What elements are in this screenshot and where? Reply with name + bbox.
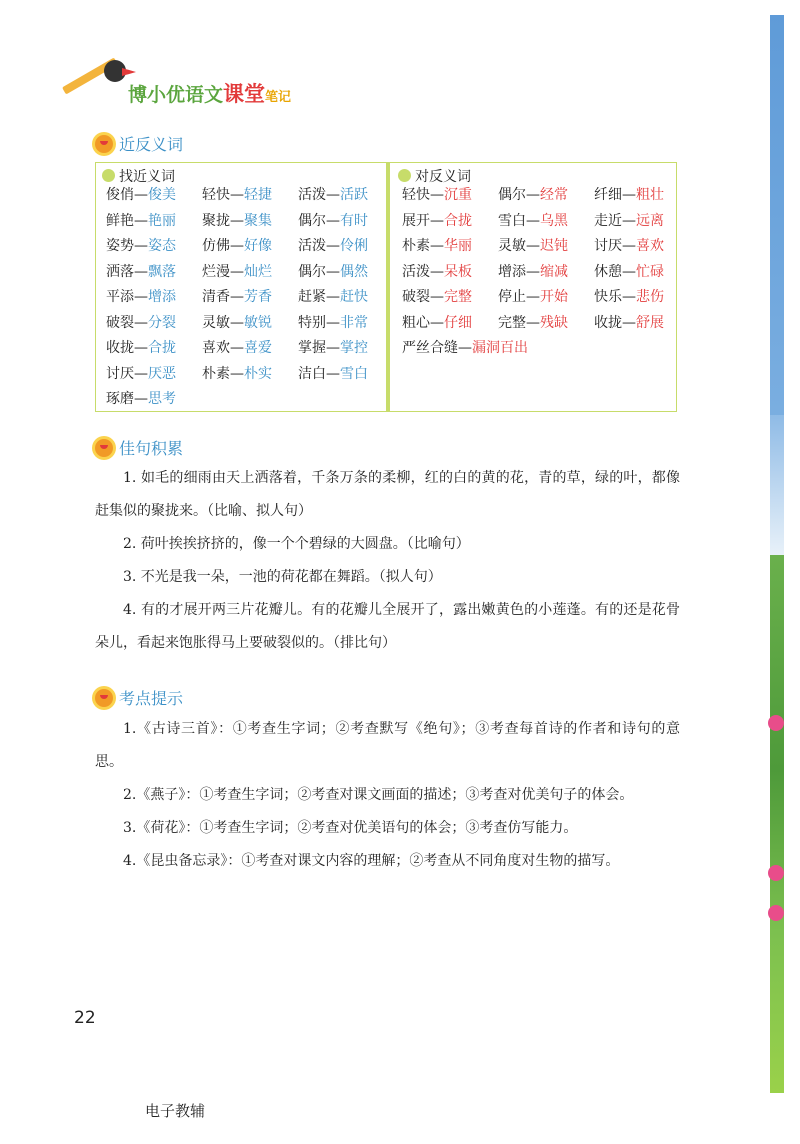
dash-separator: — [230, 238, 244, 254]
pair-word: 喜欢 [636, 238, 664, 254]
word-pair [402, 183, 498, 209]
dash-separator: — [134, 187, 148, 203]
word-pair-row [402, 285, 690, 311]
word-pair [298, 362, 394, 388]
exam-tip-item: 4.《昆虫备忘录》：①考查对课文内容的理解；②考查从不同角度对生物的描写。 [123, 853, 620, 869]
section-title: 佳句积累 [119, 439, 184, 458]
logo-brand: 博小优语文 [128, 84, 224, 106]
word: 平添 [106, 289, 134, 305]
dash-separator: — [526, 212, 540, 229]
word-pair [594, 285, 690, 311]
dash-separator: — [134, 391, 148, 407]
word: 走近 [594, 212, 622, 229]
antonym-grid [402, 183, 690, 362]
strip-fade [770, 415, 784, 555]
word: 偶尔 [298, 263, 326, 280]
word-pair [498, 234, 594, 260]
side-decoration-strip [770, 15, 784, 1093]
dash-separator: — [526, 238, 540, 254]
word: 灵敏 [202, 314, 230, 331]
word-pair [202, 362, 298, 388]
word-pair [402, 209, 498, 235]
dash-separator: — [326, 314, 340, 331]
word-pair [106, 362, 202, 388]
pair-word: 呆板 [444, 263, 472, 280]
word-pair [298, 234, 394, 260]
pair-word: 完整 [444, 289, 472, 305]
section-title: 考点提示 [119, 689, 184, 708]
pair-word: 增添 [148, 289, 176, 305]
word-pair [106, 311, 202, 337]
word-pair [106, 260, 202, 286]
page-number: 22 [74, 1008, 96, 1028]
exam-tip-item: 1.《古诗三首》：①考查生字词；②考查默写《绝句》；③考查每首诗的作者和诗句的意思。 [95, 721, 680, 770]
pair-word: 开始 [540, 289, 568, 305]
word: 停止 [498, 289, 526, 305]
logo-text [128, 78, 291, 108]
pair-word: 俊美 [148, 187, 176, 203]
pair-word: 有时 [340, 212, 368, 229]
dash-separator: — [430, 263, 444, 280]
word-pair [202, 209, 298, 235]
word-pair-row [402, 260, 690, 286]
word-pair [402, 234, 498, 260]
word-pair-row [106, 285, 394, 311]
word-pair [106, 183, 202, 209]
word: 朴素 [202, 365, 230, 382]
dash-separator: — [326, 263, 340, 280]
pair-word: 非常 [340, 314, 368, 331]
sun-icon [95, 135, 113, 153]
word: 活泼 [298, 187, 326, 203]
pair-word: 迟钝 [540, 238, 568, 254]
dash-separator: — [230, 187, 244, 203]
dash-separator: — [430, 238, 444, 254]
word-pair [498, 285, 594, 311]
dash-separator: — [622, 289, 636, 305]
pair-word: 乌黑 [540, 212, 568, 229]
word-pair-row [402, 311, 690, 337]
word: 讨厌 [594, 238, 622, 254]
word-pair [498, 209, 594, 235]
pair-word: 沉重 [444, 187, 472, 203]
dash-separator: — [430, 212, 444, 229]
header-logo [60, 60, 310, 110]
pair-word: 漏洞百出 [472, 340, 528, 356]
word-pair [594, 260, 690, 286]
pair-word: 活跃 [340, 187, 368, 203]
word: 休憩 [594, 263, 622, 280]
dash-separator: — [326, 187, 340, 203]
dash-separator: — [326, 289, 340, 305]
bullet-icon [102, 169, 115, 182]
section-heading-sentences [95, 436, 183, 459]
dash-separator: — [230, 365, 244, 382]
word: 赶紧 [298, 289, 326, 305]
word-pair [202, 260, 298, 286]
pair-word: 合拢 [444, 212, 472, 229]
sentence-item: 3. 不光是我一朵，一池的荷花都在舞蹈。（拟人句） [123, 569, 442, 585]
dash-separator: — [230, 263, 244, 280]
dash-separator: — [230, 340, 244, 356]
word-pair [202, 285, 298, 311]
word: 偶尔 [498, 187, 526, 203]
flower-icon [768, 865, 784, 881]
word: 喜欢 [202, 340, 230, 356]
section-heading-exam-tips [95, 686, 183, 709]
word-pair [298, 260, 394, 286]
pair-word: 仔细 [444, 314, 472, 331]
logo-class: 课堂 [223, 82, 266, 106]
pair-word: 艳丽 [148, 212, 176, 229]
dash-separator: — [134, 365, 148, 382]
word: 仿佛 [202, 238, 230, 254]
word: 烂漫 [202, 263, 230, 280]
pair-word: 轻捷 [244, 187, 272, 203]
word: 清香 [202, 289, 230, 305]
word-pair-row [106, 311, 394, 337]
word: 收拢 [106, 340, 134, 356]
word: 增添 [498, 263, 526, 280]
pair-word: 伶俐 [340, 238, 368, 254]
word-pair [594, 311, 690, 337]
word-pair [202, 336, 298, 362]
word-pair [402, 260, 498, 286]
dash-separator: — [134, 238, 148, 254]
sentence-item: 1. 如毛的细雨由天上洒落着，千条万条的柔柳，红的白的黄的花，青的草，绿的叶，都像赶集似的聚拢来。（比喻、拟人句） [95, 470, 680, 519]
word: 琢磨 [106, 391, 134, 407]
dash-separator: — [622, 187, 636, 203]
dash-separator: — [622, 314, 636, 331]
word-pair-row [106, 362, 394, 388]
word-pair [402, 311, 498, 337]
word-pair [594, 234, 690, 260]
word-pair-row [106, 209, 394, 235]
dash-separator: — [134, 212, 148, 229]
word: 洁白 [298, 365, 326, 382]
pair-word: 聚集 [244, 212, 272, 229]
pair-word: 厌恶 [148, 365, 176, 382]
word: 轻快 [202, 187, 230, 203]
word: 破裂 [402, 289, 430, 305]
word-pair [402, 336, 528, 362]
pair-word: 经常 [540, 187, 568, 203]
strip-grass [770, 555, 784, 1093]
word: 雪白 [498, 212, 526, 229]
pair-word: 忙碌 [636, 263, 664, 280]
pair-word: 姿态 [148, 238, 176, 254]
dash-separator: — [326, 340, 340, 356]
word: 活泼 [402, 263, 430, 280]
flower-icon [768, 905, 784, 921]
word-pair-row [106, 234, 394, 260]
sentence-item: 4. 有的才展开两三片花瓣儿。有的花瓣儿全展开了，露出嫩黄色的小莲蓬。有的还是花骨朵儿，看起来饱胀得马上要破裂似的。（排比句） [95, 602, 680, 651]
pair-word: 华丽 [444, 238, 472, 254]
word-pair [106, 387, 202, 413]
dash-separator: — [430, 187, 444, 203]
word: 洒落 [106, 263, 134, 280]
pair-word: 舒展 [636, 314, 664, 331]
word-pair-row [106, 387, 394, 413]
pair-word: 残缺 [540, 314, 568, 331]
word-pair-row [106, 183, 394, 209]
dash-separator: — [134, 289, 148, 305]
dash-separator: — [526, 187, 540, 203]
pair-word: 赶快 [340, 289, 368, 305]
word-pair-row [402, 234, 690, 260]
pair-word: 分裂 [148, 314, 176, 331]
word: 展开 [402, 212, 430, 229]
word-pair [298, 209, 394, 235]
antonym-title: 对反义词 [415, 169, 471, 185]
beak-icon [122, 68, 136, 76]
word-pair [594, 209, 690, 235]
word-pair [298, 183, 394, 209]
dash-separator: — [134, 314, 148, 331]
pair-word: 偶然 [340, 263, 368, 280]
word: 聚拢 [202, 212, 230, 229]
word-pair-row [402, 183, 690, 209]
word: 完整 [498, 314, 526, 331]
word: 偶尔 [298, 212, 326, 229]
dash-separator: — [622, 212, 636, 229]
dash-separator: — [526, 314, 540, 331]
word: 俊俏 [106, 187, 134, 203]
word-pair [106, 336, 202, 362]
word: 活泼 [298, 238, 326, 254]
pair-word: 飘落 [148, 263, 176, 280]
dash-separator: — [230, 289, 244, 305]
pair-word: 掌控 [340, 340, 368, 356]
synonym-grid [106, 183, 394, 413]
word-pair [298, 285, 394, 311]
synonym-title: 找近义词 [119, 169, 175, 185]
word-pair [106, 209, 202, 235]
pair-word: 合拢 [148, 340, 176, 356]
word: 轻快 [402, 187, 430, 203]
word: 讨厌 [106, 365, 134, 382]
pair-word: 灿烂 [244, 263, 272, 280]
sentence-item: 2. 荷叶挨挨挤挤的，像一个个碧绿的大圆盘。（比喻句） [123, 536, 470, 552]
logo-notes: 笔记 [265, 90, 292, 105]
pair-word: 缩减 [540, 263, 568, 280]
exam-tip-item: 2.《燕子》：①考查生字词；②考查对课文画面的描述；③考查对优美句子的体会。 [123, 787, 634, 803]
pair-word: 远离 [636, 212, 664, 229]
pair-word: 粗壮 [636, 187, 664, 203]
dash-separator: — [134, 340, 148, 356]
dash-separator: — [134, 263, 148, 280]
section-title: 近反义词 [119, 135, 184, 154]
word-pair [498, 311, 594, 337]
word: 收拢 [594, 314, 622, 331]
sun-icon [95, 439, 113, 457]
sun-icon [95, 689, 113, 707]
flower-icon [768, 715, 784, 731]
section-heading-vocab [95, 132, 183, 155]
word-pair-table [95, 162, 677, 412]
pair-word: 好像 [244, 238, 272, 254]
word: 严丝合缝 [402, 340, 458, 356]
word-pair [298, 336, 394, 362]
word: 灵敏 [498, 238, 526, 254]
pair-word: 雪白 [340, 365, 368, 382]
word: 鲜艳 [106, 212, 134, 229]
word: 特别 [298, 314, 326, 331]
bullet-icon [398, 169, 411, 182]
dash-separator: — [430, 314, 444, 331]
word-pair [202, 183, 298, 209]
dash-separator: — [430, 289, 444, 305]
pair-word: 芳香 [244, 289, 272, 305]
exam-tip-list [95, 713, 680, 878]
strip-sky [770, 15, 784, 415]
word: 粗心 [402, 314, 430, 331]
dash-separator: — [326, 365, 340, 382]
word-pair-row [106, 260, 394, 286]
word-pair-row [106, 336, 394, 362]
sentence-list [95, 462, 680, 660]
pair-word: 喜爱 [244, 340, 272, 356]
pair-word: 敏锐 [244, 314, 272, 331]
dash-separator: — [458, 340, 472, 356]
pair-word: 悲伤 [636, 289, 664, 305]
dash-separator: — [526, 263, 540, 280]
dash-separator: — [230, 212, 244, 229]
word: 朴素 [402, 238, 430, 254]
dash-separator: — [622, 263, 636, 280]
word-pair [498, 260, 594, 286]
dash-separator: — [526, 289, 540, 305]
word: 破裂 [106, 314, 134, 331]
word-pair [202, 311, 298, 337]
word-pair [298, 311, 394, 337]
word-pair [106, 234, 202, 260]
word-pair [594, 183, 690, 209]
word-pair-row [402, 336, 690, 362]
word: 姿势 [106, 238, 134, 254]
dash-separator: — [230, 314, 244, 331]
dash-separator: — [326, 212, 340, 229]
footer-text: 电子教辅 [145, 1102, 206, 1120]
word-pair [402, 285, 498, 311]
dash-separator: — [622, 238, 636, 254]
word-pair-row [402, 209, 690, 235]
word-pair [498, 183, 594, 209]
word: 纤细 [594, 187, 622, 203]
word: 快乐 [594, 289, 622, 305]
word-pair [106, 285, 202, 311]
exam-tip-item: 3.《荷花》：①考查生字词；②考查对优美语句的体会；③考查仿写能力。 [123, 820, 578, 836]
word-pair [202, 234, 298, 260]
dash-separator: — [326, 238, 340, 254]
pair-word: 朴实 [244, 365, 272, 382]
word: 掌握 [298, 340, 326, 356]
pair-word: 思考 [148, 391, 176, 407]
